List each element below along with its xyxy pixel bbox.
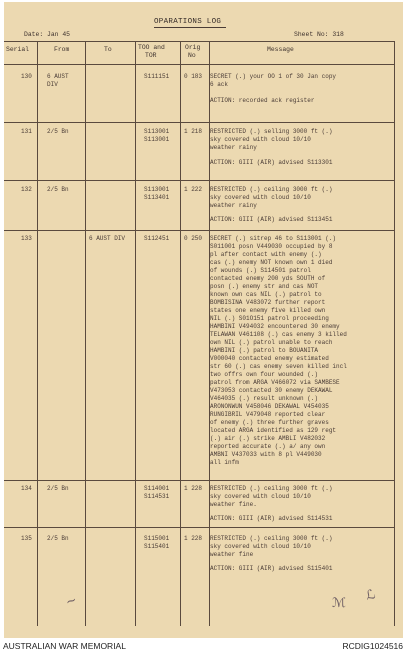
message-line: weather rainy xyxy=(210,202,257,209)
col-orig-header: Orig xyxy=(185,44,201,51)
orig-number: 1 222 xyxy=(184,186,203,193)
orig-number: 1 228 xyxy=(184,535,203,542)
time-of-origin: S112451 xyxy=(144,235,170,242)
message-line: 6 ack xyxy=(210,81,229,88)
serial-number: 132 xyxy=(21,186,32,193)
message-line: weather rainy xyxy=(210,144,257,151)
serial-number: 135 xyxy=(21,535,32,542)
column-divider xyxy=(394,41,395,626)
archive-name: AUSTRALIAN WAR MEMORIAL xyxy=(3,641,126,651)
row-divider xyxy=(4,122,394,123)
row-divider xyxy=(4,230,394,231)
message-line: BOMBISINA V483072 further report xyxy=(210,299,326,306)
title-underline xyxy=(154,27,226,28)
row-divider xyxy=(4,480,394,481)
orig-number: 0 250 xyxy=(184,235,203,242)
message-line: V000040 contacted enemy estimated xyxy=(210,355,329,362)
message-line: V473053 contacted 30 enemy DEKAWAL xyxy=(210,387,333,394)
message-line: contacted enemy 200 yds SOUTH of xyxy=(210,275,326,282)
time-of-origin: S111151 xyxy=(144,73,170,80)
col-orig-no-header: No xyxy=(188,52,196,59)
orig-number: 0 183 xyxy=(184,73,203,80)
serial-number: 131 xyxy=(21,128,32,135)
column-divider xyxy=(37,41,38,626)
message-line: located ARGA identified as 129 regt xyxy=(210,427,337,434)
time-of-receipt: S113001 xyxy=(144,136,170,143)
column-divider xyxy=(85,41,86,626)
from-unit: DIV xyxy=(47,81,58,88)
message-line: RESTRICTED (.) ceiling 3000 ft (.) xyxy=(210,485,333,492)
from-unit: 2/5 Bn xyxy=(47,535,69,542)
message-line: RESTRICTED (.) ceiling 3000 ft (.) xyxy=(210,186,333,193)
message-line: reported accurate (.) a/ any own xyxy=(210,443,326,450)
col-from-header: From xyxy=(54,46,70,53)
col-message-header: Message xyxy=(267,46,294,53)
from-unit: 2/5 Bn xyxy=(47,485,69,492)
message-line: of enemy (.) three further graves xyxy=(210,419,329,426)
date-label: Date: Jan 45 xyxy=(24,31,71,38)
message-line: sky covered with cloud 10/10 xyxy=(210,194,311,201)
table-top-rule xyxy=(4,41,394,42)
time-of-receipt: S114531 xyxy=(144,493,170,500)
serial-number: 134 xyxy=(21,485,32,492)
message-line: HAMBINI (.) patrol to BOUANITA xyxy=(210,347,319,354)
message-line: pl after contact with enemy (.) xyxy=(210,251,322,258)
serial-number: 133 xyxy=(21,235,32,242)
serial-number: 130 xyxy=(21,73,32,80)
col-serial-header: Serial xyxy=(6,46,30,53)
message-line: TELAWAN V461108 (.) cas enemy 3 killed xyxy=(210,331,347,338)
message-line: ACTION: GIII (AIR) advised S113301 xyxy=(210,159,333,166)
orig-number: 1 228 xyxy=(184,485,203,492)
message-line: SECRET (.) sitrep 46 to S113001 (.) xyxy=(210,235,337,242)
message-line: V464035 (.) result unknown (.) xyxy=(210,395,319,402)
from-unit: 6 AUST xyxy=(47,73,69,80)
record-id: RCDIG1024516 xyxy=(342,641,403,651)
message-line: weather fine xyxy=(210,551,254,558)
time-of-receipt: S115401 xyxy=(144,543,170,550)
time-of-origin: S113001 xyxy=(144,186,170,193)
row-divider xyxy=(4,527,394,528)
message-line: sky covered with cloud 10/10 xyxy=(210,543,311,550)
time-of-origin: S115001 xyxy=(144,535,170,542)
message-line: AMBNI V437033 with 8 pl V449030 xyxy=(210,451,322,458)
message-line: SECRET (.) your OO 1 of 30 Jan copy xyxy=(210,73,337,80)
message-line: sky covered with cloud 10/10 xyxy=(210,493,311,500)
message-line: two offrs own four wounded (.) xyxy=(210,371,319,378)
archive-footer xyxy=(0,638,407,654)
orig-number: 1 218 xyxy=(184,128,203,135)
col-too-header: TOO and xyxy=(138,44,165,51)
message-line: (.) air (.) strike AMBLI V482032 xyxy=(210,435,326,442)
message-line: str 60 (.) cas enemy seven killed incl xyxy=(210,363,347,370)
column-divider xyxy=(135,41,136,626)
message-line: RESTRICTED (.) ceiling 3000 ft (.) xyxy=(210,535,333,542)
handwritten-signature: ℒ xyxy=(364,587,378,604)
message-line: of wounds (.) S114501 patrol xyxy=(210,267,311,274)
from-unit: 2/5 Bn xyxy=(47,128,69,135)
col-to-header: To xyxy=(104,46,112,53)
col-tor-header: TOR xyxy=(145,52,157,59)
log-sheet xyxy=(4,2,403,638)
row-divider xyxy=(4,180,394,181)
message-line: ACTION: GIII (AIR) advised S114531 xyxy=(210,515,333,522)
message-line: states one enemy five killed own xyxy=(210,307,326,314)
message-line: NIL (.) S01O151 patrol proceeding xyxy=(210,315,329,322)
time-of-origin: S114001 xyxy=(144,485,170,492)
message-line: ACTION: GIII (AIR) advised S113451 xyxy=(210,216,333,223)
from-unit: 2/5 Bn xyxy=(47,186,69,193)
message-line: RUNGIBRIL V479048 reported clear xyxy=(210,411,326,418)
message-line: own NIL (.) patrol unable to reach xyxy=(210,339,333,346)
message-line: ARONONWUN V458046 DEKAWAL V454035 xyxy=(210,403,329,410)
handwritten-initials: ℳ xyxy=(332,596,346,611)
message-line: HAMBINI V494032 encountered 30 enemy xyxy=(210,323,340,330)
time-of-origin: S113001 xyxy=(144,128,170,135)
header-bottom-rule xyxy=(4,64,394,65)
time-of-receipt: S113401 xyxy=(144,194,170,201)
message-line: sky covered with cloud 10/10 xyxy=(210,136,311,143)
message-line: known own cas NIL (.) patrol to xyxy=(210,291,322,298)
message-line: ACTION: GIII (AIR) advised S115401 xyxy=(210,565,333,572)
message-line: ACTION: recorded ack register xyxy=(210,97,315,104)
message-line: RESTRICTED (.) selling 3000 ft (.) xyxy=(210,128,333,135)
to-unit: 6 AUST DIV xyxy=(89,235,126,242)
message-line: S011001 posn V449030 occupied by 8 xyxy=(210,243,333,250)
message-line: posn (.) enemy str and cas NOT xyxy=(210,283,319,290)
message-line: all infm xyxy=(210,459,239,466)
message-line: cas (.) enemy NOT known own 1 died xyxy=(210,259,333,266)
message-line: weather fine. xyxy=(210,501,257,508)
message-line: patrol from ARGA V466072 via SAMBESE xyxy=(210,379,340,386)
page-title: OPARATIONS LOG xyxy=(154,18,222,26)
sheet-number: Sheet No: 318 xyxy=(294,31,344,38)
column-divider xyxy=(180,41,181,626)
handwritten-mark: ~ xyxy=(63,592,80,611)
